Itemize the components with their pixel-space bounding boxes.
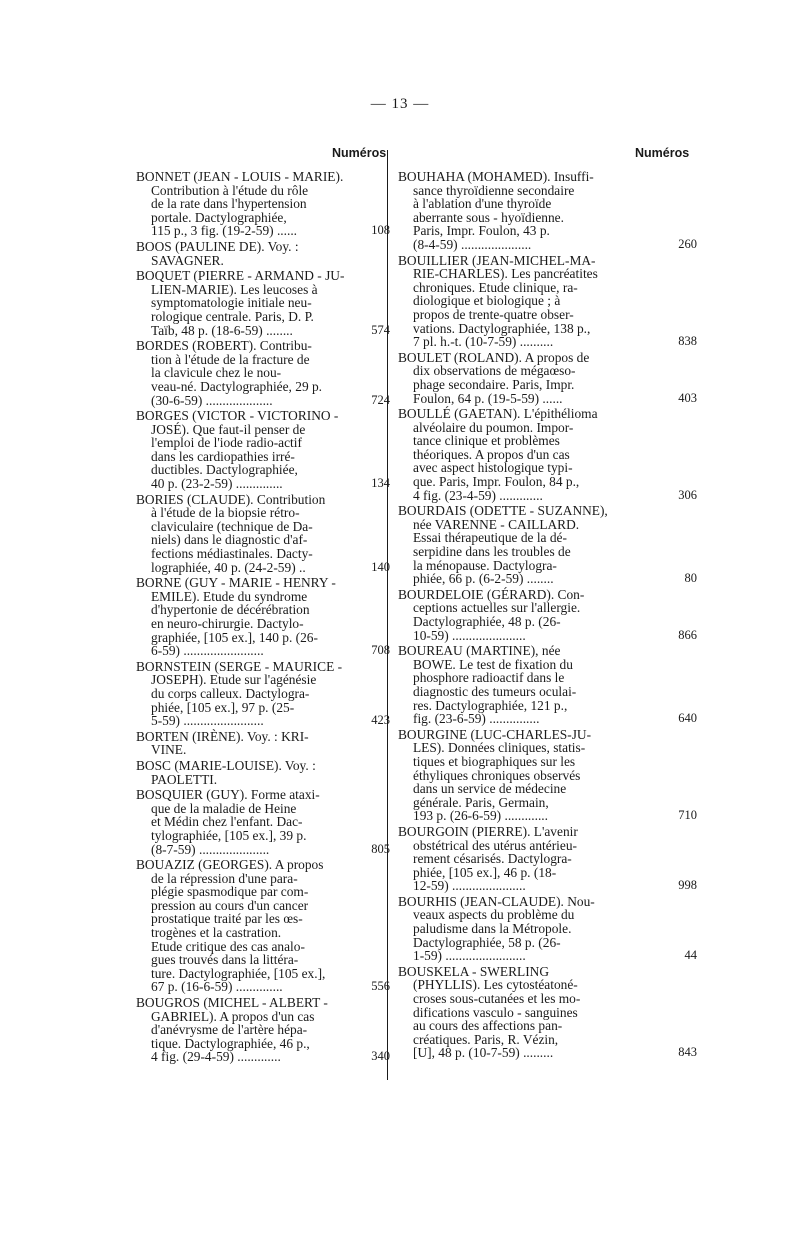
entry-text-line: plégie spasmodique par com- — [151, 884, 309, 900]
entry-text-line: la ménopause. Dactylogra- — [413, 557, 557, 573]
entry-text-line: veaux aspects du problème du — [413, 907, 575, 923]
bibliography-entry — [398, 726, 697, 824]
entry-text-line: PAOLETTI. — [151, 771, 218, 787]
bibliography-entry — [398, 349, 697, 406]
column-header-numeros: Numéros — [332, 146, 387, 160]
entry-text-line: (8-7-59) ..................... — [151, 841, 270, 857]
entry-author-line: BOSQUIER (GUY). Forme ataxi- — [136, 787, 320, 803]
entry-text-line: à l'étude de la biopsie rétro- — [151, 505, 300, 521]
entry-text-line: (30-6-59) .................... — [151, 392, 273, 408]
entry-author-line: BOUILLIER (JEAN-MICHEL-MA- — [398, 252, 596, 268]
bibliography-entry — [136, 575, 390, 659]
column-divider — [387, 150, 388, 1080]
entry-text-line: Dactylographiée, 48 p. (26- — [413, 614, 561, 629]
bibliography-entry — [136, 995, 390, 1065]
entry-author-line: BOUAZIZ (GEORGES). A propos — [136, 857, 324, 873]
entry-text-line: à l'ablation d'une thyroïde — [413, 196, 552, 212]
entries-right — [398, 169, 697, 1062]
entry-text-line: alvéolaire du poumon. Impor- — [413, 419, 574, 435]
entry-text-line: Foulon, 64 p. (19-5-59) ...... — [413, 390, 563, 406]
entry-text-line: 193 p. (26-6-59) ............. — [413, 808, 549, 824]
entry-text-line: gues trouvés dans la littéra- — [151, 952, 299, 968]
entry-text-line: phage secondaire. Paris, Impr. — [413, 376, 575, 392]
entry-text-line: pression au cours d'un cancer — [151, 897, 309, 913]
bibliography-entry — [398, 643, 697, 727]
entry-text-line: prostatique traité par les œs- — [151, 911, 303, 927]
entry-number: 134 — [371, 476, 390, 491]
bibliography-entry — [136, 408, 390, 492]
bibliography-entry — [136, 787, 390, 857]
entry-text-line: fections médiastinales. Dacty- — [151, 546, 313, 562]
entry-author-line: BOUSKELA - SWERLING — [398, 963, 550, 979]
entry-text-line: et Médin chez l'enfant. Dac- — [151, 814, 303, 830]
bibliography-entry — [136, 240, 358, 267]
entry-text-line: EMILE). Etude du syndrome — [151, 588, 308, 604]
entry-text-line: Dactylographiée, 58 p. (26- — [413, 934, 561, 950]
entry-text-line: que. Paris, Impr. Foulon, 84 p., — [413, 474, 580, 490]
entry-text-line: 1-59) ........................ — [413, 948, 526, 964]
entry-text-line: Taïb, 48 p. (18-6-59) ........ — [151, 322, 293, 338]
entry-text-line: tique. Dactylographiée, 46 p., — [151, 1035, 310, 1051]
entry-text-line: paludisme dans la Métropole. — [413, 921, 572, 937]
entry-author-line: BOURGINE (LUC-CHARLES-JU- — [398, 726, 592, 742]
entry-text-line: phosphore radioactif dans le — [413, 670, 565, 686]
entry-text-line: Paris, Impr. Foulon, 43 p. — [413, 223, 550, 239]
entry-text-line: dans les cardiopathies irré- — [151, 448, 295, 464]
entry-text-line: 40 p. (23-2-59) .............. — [151, 476, 283, 492]
entry-author-line: BORNSTEIN (SERGE - MAURICE - — [136, 658, 343, 674]
entry-author-line: BOULET (ROLAND). A propos de — [398, 349, 590, 365]
entry-author-line: BOSC (MARIE-LOUISE). Voy. : — [136, 757, 316, 773]
entry-text-line: Contribution à l'étude du rôle — [151, 182, 309, 198]
entry-text-line: Etude critique des cas analo- — [151, 938, 305, 954]
entry-text-line: LIEN-MARIE). Les leucoses à — [151, 281, 318, 297]
entry-text-line: veau-né. Dactylographiée, 29 p. — [151, 378, 323, 394]
entry-number: 838 — [678, 334, 697, 349]
bibliography-entry — [398, 169, 697, 252]
bibliography-entry — [136, 857, 390, 995]
entry-text-line: diologique et biologique ; à — [413, 293, 561, 309]
entry-text-line: portale. Dactylographiée, — [151, 209, 287, 225]
entry-author-line: BOQUET (PIERRE - ARMAND - JU- — [136, 268, 345, 284]
entry-text-line: générale. Paris, Germain, — [413, 794, 549, 810]
entry-text-line: SAVAGNER. — [151, 252, 224, 268]
entry-author-line: BORIES (CLAUDE). Contribution — [136, 491, 326, 507]
entry-number: 44 — [684, 948, 697, 963]
entry-text-line: éthyliques chroniques observés — [413, 767, 581, 783]
entry-author-line: BOOS (PAULINE DE). Voy. : — [136, 238, 299, 254]
entry-number: 640 — [678, 711, 697, 726]
entry-text-line: la clavicule chez le nou- — [151, 365, 282, 381]
entry-text-line: 4 fig. (23-4-59) ............. — [413, 487, 543, 503]
entry-author-line: BORGES (VICTOR - VICTORINO - — [136, 408, 339, 424]
entry-text-line: rologique centrale. Paris, D. P. — [151, 308, 314, 324]
entry-number: 574 — [371, 322, 390, 337]
entry-text-line: 6-59) ........................ — [151, 643, 264, 659]
entry-author-line: BORDES (ROBERT). Contribu- — [136, 338, 312, 354]
entry-number: 423 — [371, 713, 390, 728]
entry-text-line: de la répression d'une para- — [151, 870, 298, 886]
entry-text-line: res. Dactylographiée, 121 p., — [413, 697, 568, 713]
bibliography-entry — [398, 503, 697, 587]
entry-text-line: 115 p., 3 fig. (19-2-59) ...... — [151, 223, 298, 239]
entry-number: 708 — [371, 643, 390, 658]
entry-text-line: chroniques. Etude clinique, ra- — [413, 279, 578, 295]
entry-number: 140 — [371, 559, 390, 574]
bibliography-entry — [398, 406, 697, 503]
entry-text-line: 7 pl. h.-t. (10-7-59) .......... — [413, 334, 554, 350]
entry-author-line: BOUREAU (MARTINE), née — [398, 643, 561, 659]
entry-text-line: phiée, 66 p. (6-2-59) ........ — [413, 571, 554, 587]
entry-text-line: propos de trente-quatre obser- — [413, 306, 574, 322]
entry-number: 998 — [678, 878, 697, 893]
entry-text-line: vations. Dactylographiée, 138 p., — [413, 320, 591, 336]
entry-text-line: 10-59) ...................... — [413, 627, 526, 643]
entries-left — [136, 169, 390, 1066]
entry-author-line: BORTEN (IRÈNE). Voy. : KRI- — [136, 728, 309, 744]
entry-text-line: aberrante sous - hyoïdienne. — [413, 209, 564, 225]
entry-author-line: BOURHIS (JEAN-CLAUDE). Nou- — [398, 893, 595, 909]
entry-text-line: (PHYLLIS). Les cytostéatoné- — [413, 977, 578, 993]
entry-text-line: (8-4-59) ..................... — [413, 236, 532, 252]
entry-number: 260 — [678, 236, 697, 251]
bibliography-entry — [136, 268, 390, 338]
column-header-numeros: Numéros — [635, 146, 690, 160]
entry-author-line: BOURDELOIE (GÉRARD). Con- — [398, 586, 585, 602]
entry-text-line: RIE-CHARLES). Les pancréatites — [413, 266, 598, 282]
entry-text-line: en neuro-chirurgie. Dactylo- — [151, 616, 304, 631]
entry-text-line: GABRIEL). A propos d'un cas — [151, 1008, 315, 1024]
entry-number: 710 — [678, 808, 697, 823]
entry-author-line: BOULLÉ (GAETAN). L'épithélioma — [398, 406, 598, 422]
entry-number: 805 — [371, 841, 390, 856]
entry-number: 403 — [678, 390, 697, 405]
entry-text-line: ductibles. Dactylographiée, — [151, 462, 298, 478]
entry-text-line: d'anévrysme de l'artère hépa- — [151, 1022, 308, 1038]
entry-text-line: d'hypertonie de décérébration — [151, 602, 310, 618]
entry-text-line: VINE. — [151, 742, 187, 758]
entry-text-line: diagnostic des tumeurs oculai- — [413, 683, 577, 699]
entry-author-line: BOURDAIS (ODETTE - SUZANNE), — [398, 503, 608, 519]
entry-text-line: l'emploi de l'iode radio-actif — [151, 435, 302, 451]
entry-text-line: rement césarisés. Dactylogra- — [413, 851, 572, 867]
entry-text-line: claviculaire (technique de Da- — [151, 518, 313, 534]
bibliography-entry — [136, 658, 390, 729]
entry-number: 843 — [678, 1045, 697, 1060]
entry-text-line: créatiques. Paris, R. Vézin, — [413, 1031, 559, 1047]
bibliography-entry — [136, 491, 390, 575]
entry-text-line: graphiée, [105 ex.], 140 p. (26- — [151, 629, 318, 645]
entry-text-line: avec aspect histologique typi- — [413, 460, 573, 476]
entry-text-line: fig. (23-6-59) ............... — [413, 711, 540, 727]
entry-text-line: obstétrical des utérus antérieu- — [413, 837, 577, 853]
entry-text-line: LES). Données cliniques, statis- — [413, 740, 586, 756]
entry-text-line: trogènes et la castration. — [151, 925, 282, 941]
entry-text-line: 4 fig. (29-4-59) ............. — [151, 1049, 281, 1065]
entry-text-line: née VARENNE - CAILLARD. — [413, 516, 580, 532]
entry-text-line: dix observations de mégaœso- — [413, 363, 576, 379]
entry-author-line: BORNE (GUY - MARIE - HENRY - — [136, 575, 336, 591]
entry-text-line: tylographiée, [105 ex.], 39 p. — [151, 827, 307, 843]
entry-author-line: BONNET (JEAN - LOUIS - MARIE). — [136, 169, 344, 184]
entry-text-line: ceptions actuelles sur l'allergie. — [413, 600, 581, 616]
entry-text-line: symptomatologie initiale neu- — [151, 295, 312, 311]
entry-text-line: de la rate dans l'hypertension — [151, 196, 307, 212]
page-number: — 13 — — [370, 96, 430, 112]
entry-number: 340 — [371, 1049, 390, 1064]
entry-text-line: 12-59) ...................... — [413, 878, 526, 894]
entry-text-line: 5-59) ........................ — [151, 713, 264, 729]
entry-text-line: JOSEPH). Etude sur l'agénésie — [151, 672, 317, 688]
entry-text-line: tiques et biographiques sur les — [413, 753, 576, 769]
entry-text-line: dans un service de médecine — [413, 781, 567, 797]
entry-text-line: ture. Dactylographiée, [105 ex.], — [151, 965, 326, 981]
entry-author-line: BOUHAHA (MOHAMED). Insuffi- — [398, 169, 594, 184]
entry-number: 306 — [678, 487, 697, 502]
entry-text-line: phiée, [105 ex.], 46 p. (18- — [413, 864, 557, 880]
entry-text-line: tance clinique et problèmes — [413, 433, 560, 449]
entry-text-line: phiée, [105 ex.], 97 p. (25- — [151, 699, 295, 715]
bibliography-entry — [398, 963, 697, 1061]
entry-author-line: BOURGOIN (PIERRE). L'avenir — [398, 823, 578, 839]
entry-text-line: croses sous-cutanées et les mo- — [413, 991, 581, 1007]
entry-text-line: serpidine dans les troubles de — [413, 544, 571, 560]
entry-text-line: lographiée, 40 p. (24-2-59) .. — [151, 559, 306, 575]
bibliography-entry — [398, 586, 697, 643]
entry-text-line: que de la maladie de Heine — [151, 800, 297, 816]
entry-number: 556 — [371, 979, 390, 994]
entry-text-line: niels) dans le diagnostic d'af- — [151, 532, 308, 548]
entry-number: 108 — [371, 223, 390, 238]
entry-text-line: sance thyroïdienne secondaire — [413, 182, 575, 198]
bibliography-entry — [136, 169, 390, 239]
entry-text-line: 67 p. (16-6-59) .............. — [151, 979, 283, 995]
entry-text-line: difications vasculo - sanguines — [413, 1004, 578, 1020]
bibliography-entry — [136, 759, 358, 786]
entry-text-line: du corps calleux. Dactylogra- — [151, 685, 310, 701]
entry-text-line: théoriques. A propos d'un cas — [413, 446, 570, 462]
bibliography-entry — [136, 338, 390, 408]
entry-text-line: [U], 48 p. (10-7-59) ......... — [413, 1045, 554, 1061]
entry-number: 724 — [371, 392, 390, 407]
entry-text-line: tion à l'étude de la fracture de — [151, 351, 310, 367]
bibliography-entry — [136, 730, 358, 757]
entry-text-line: au cours des affections pan- — [413, 1018, 563, 1034]
entry-number: 866 — [678, 627, 697, 642]
entry-text-line: Essai thérapeutique de la dé- — [413, 530, 567, 546]
entry-number: 80 — [684, 571, 697, 586]
entry-text-line: JOSÉ). Que faut-il penser de — [151, 421, 306, 437]
bibliography-entry — [398, 823, 697, 894]
entry-text-line: BOWE. Le test de fixation du — [413, 656, 573, 672]
bibliography-entry — [398, 252, 697, 350]
bibliography-entry — [398, 893, 697, 964]
entry-author-line: BOUGROS (MICHEL - ALBERT - — [136, 995, 328, 1011]
